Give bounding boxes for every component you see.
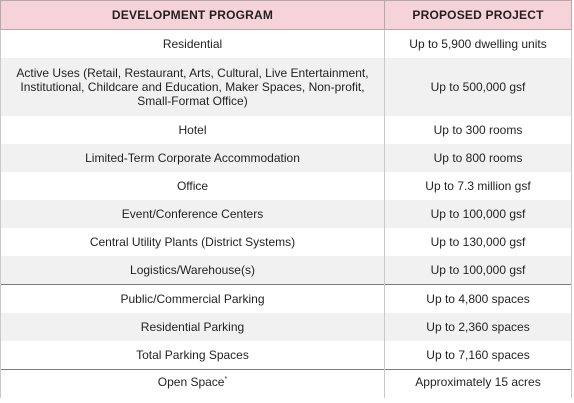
table-row [1, 313, 572, 341]
program-cell: Event/Conference Centers [1, 200, 385, 228]
program-cell: Residential Parking [1, 313, 385, 341]
project-cell: Up to 4,800 spaces [385, 285, 572, 314]
program-cell: Logistics/Warehouse(s) [1, 256, 385, 285]
project-cell: Up to 7,160 spaces [385, 341, 572, 370]
project-cell: Approximately 15 acres [385, 370, 572, 399]
table-row [1, 285, 572, 314]
project-cell: Up to 500,000 gsf [385, 58, 572, 116]
project-cell: Up to 2,360 spaces [385, 313, 572, 341]
program-cell: Public/Commercial Parking [1, 285, 385, 314]
project-cell: Up to 100,000 gsf [385, 200, 572, 228]
project-cell: Up to 7.3 million gsf [385, 172, 572, 200]
table-row [1, 200, 572, 228]
project-cell: Up to 300 rooms [385, 116, 572, 144]
header-development-program: DEVELOPMENT PROGRAM [1, 1, 385, 30]
footnote-marker: * [224, 376, 228, 383]
program-cell: Active Uses (Retail, Restaurant, Arts, Cultural, Live Entertainment, Institutional, Childcare and Education, Maker Spaces, Non-profit, Small-Format Office) [1, 58, 385, 116]
table-header-row [1, 1, 572, 30]
table-row [1, 144, 572, 172]
program-cell [1, 370, 385, 399]
table-row [1, 228, 572, 256]
project-cell: Up to 100,000 gsf [385, 256, 572, 285]
project-cell: Up to 5,900 dwelling units [385, 30, 572, 59]
program-cell: Limited-Term Corporate Accommodation [1, 144, 385, 172]
project-cell: Up to 800 rooms [385, 144, 572, 172]
program-cell: Hotel [1, 116, 385, 144]
program-label: Open Space [157, 375, 225, 389]
table-row [1, 341, 572, 370]
table-row [1, 30, 572, 59]
table-row [1, 256, 572, 285]
table-row [1, 58, 572, 116]
table-row [1, 116, 572, 144]
program-cell: Office [1, 172, 385, 200]
header-proposed-project: PROPOSED PROJECT [385, 1, 572, 30]
program-cell: Total Parking Spaces [1, 341, 385, 370]
program-cell: Residential [1, 30, 385, 59]
program-cell: Central Utility Plants (District Systems) [1, 228, 385, 256]
table-row [1, 370, 572, 399]
project-cell: Up to 130,000 gsf [385, 228, 572, 256]
table-row [1, 172, 572, 200]
